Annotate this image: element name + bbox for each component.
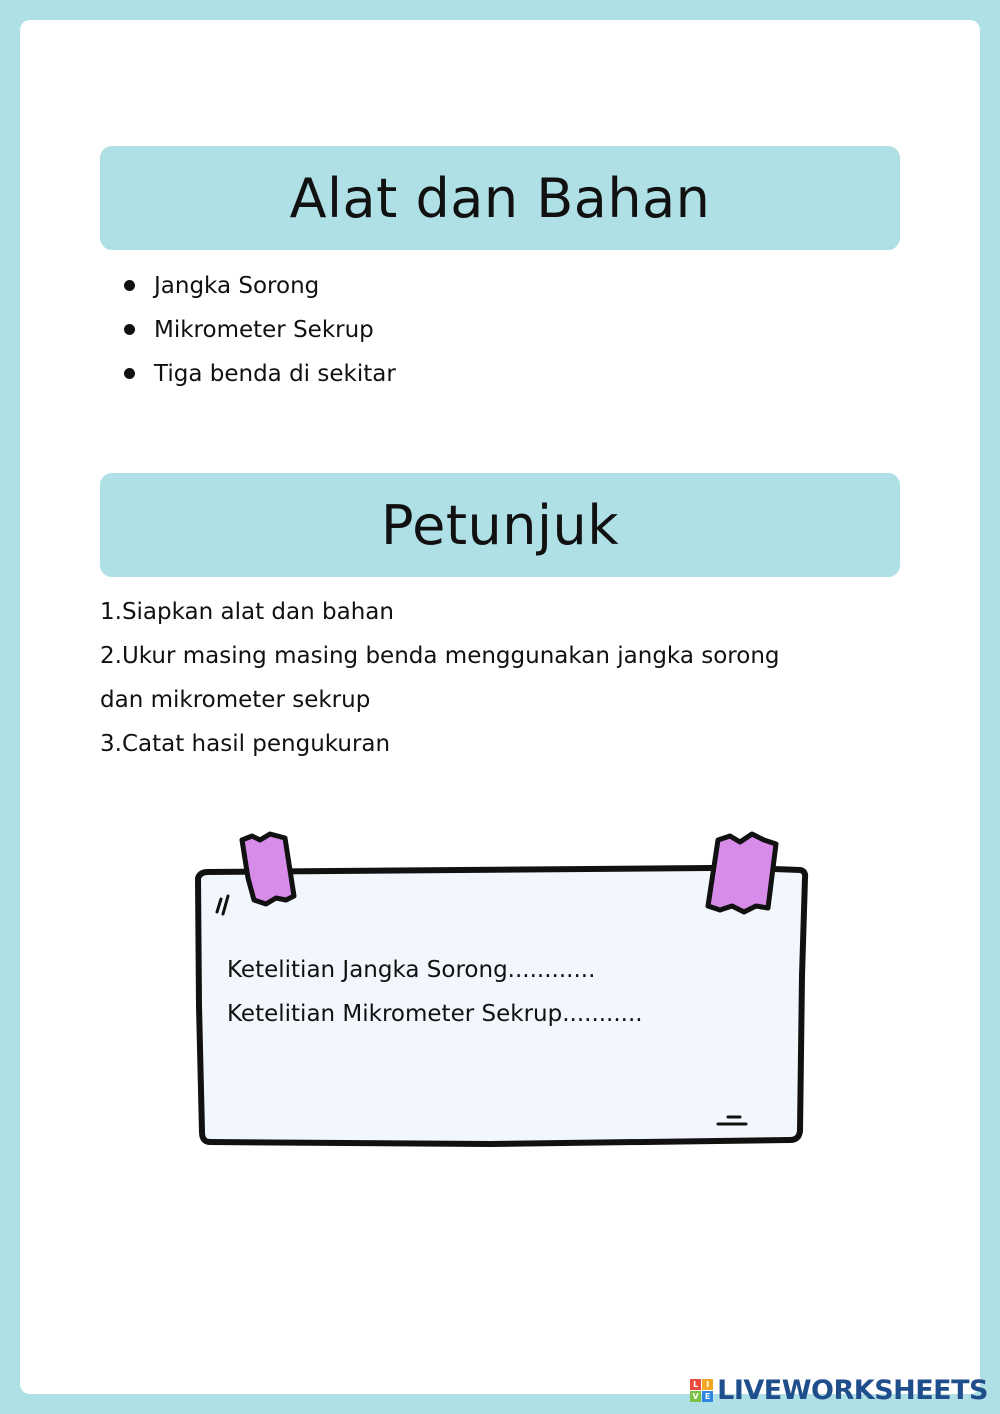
list-item: Jangka Sorong — [120, 264, 396, 308]
instruction-line: 3.Catat hasil pengukuran — [100, 731, 391, 757]
brand-name: LIVEWORKSHEETS — [717, 1374, 988, 1406]
list-item: Mikrometer Sekrup — [120, 308, 396, 352]
list-item: Tiga benda di sekitar — [120, 352, 396, 396]
note-line: Ketelitian Jangka Sorong............ — [227, 957, 596, 983]
tape-left-icon — [242, 834, 294, 904]
section-title: Alat dan Bahan — [289, 166, 711, 230]
note-text — [227, 948, 643, 1036]
bullet-icon — [124, 368, 135, 379]
instruction-line: 1.Siapkan alat dan bahan — [100, 599, 394, 625]
liveworksheets-logo — [690, 1372, 988, 1408]
tape-right-icon — [708, 834, 776, 912]
bullet-icon — [124, 324, 135, 335]
instructions — [100, 590, 880, 766]
instruction-line: dan mikrometer sekrup — [100, 687, 371, 713]
note-line: Ketelitian Mikrometer Sekrup........... — [227, 1001, 643, 1027]
materials-list — [120, 264, 396, 396]
logo-grid-icon: L I V E — [690, 1379, 713, 1402]
section-title: Petunjuk — [381, 493, 619, 557]
section-header-petunjuk — [100, 473, 900, 577]
section-header-alat-dan-bahan — [100, 146, 900, 250]
note-card — [190, 826, 810, 1156]
bullet-icon — [124, 280, 135, 291]
instruction-line: 2.Ukur masing masing benda menggunakan jangka sorong — [100, 643, 780, 669]
